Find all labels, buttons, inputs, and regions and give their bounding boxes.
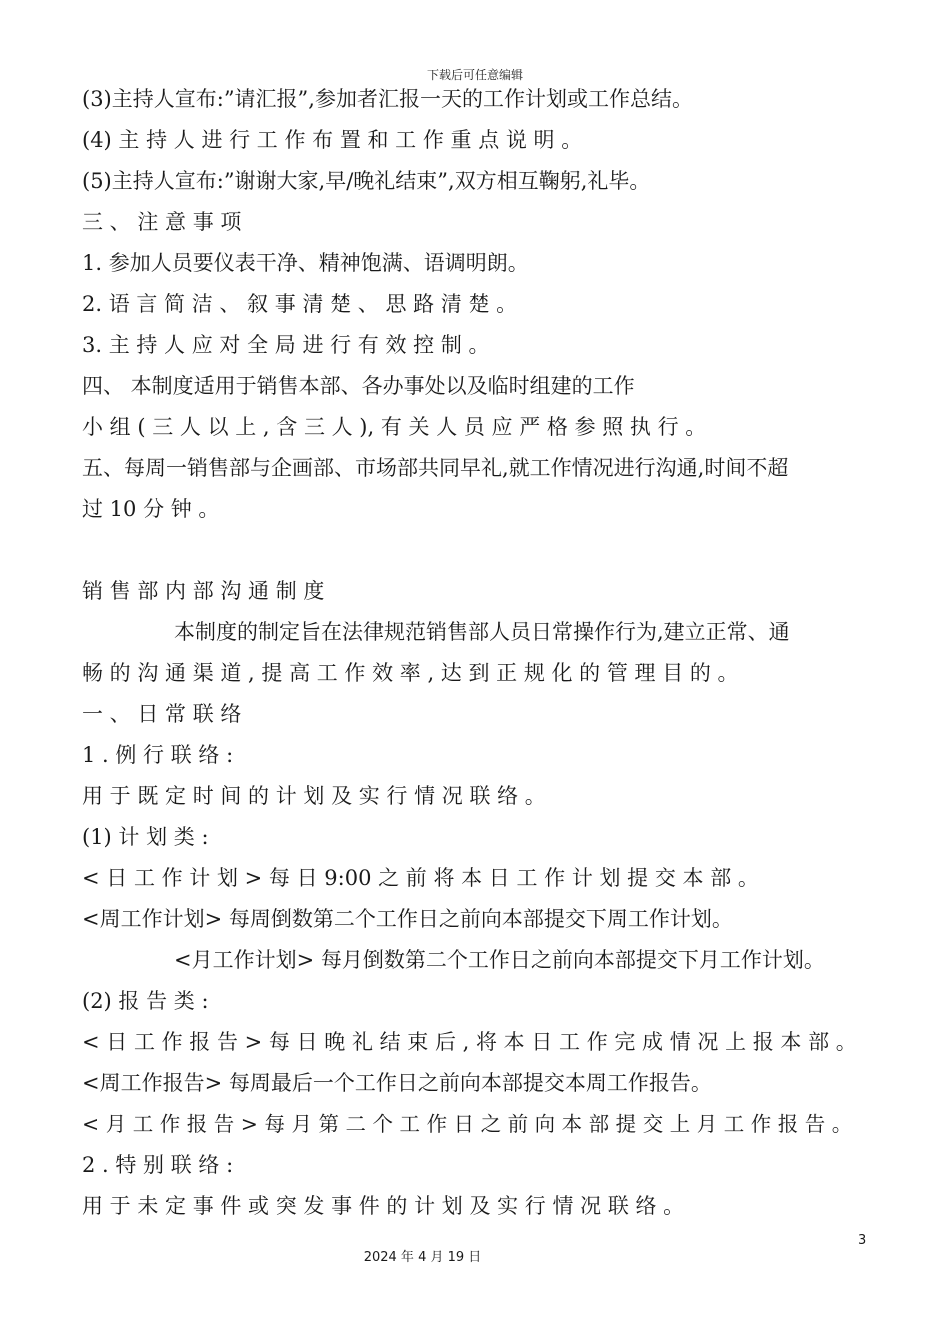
- body-line: 四、 本制度适用于销售本部、各办事处以及临时组建的工作: [82, 374, 635, 398]
- document-title: 销 售 部 内 部 沟 通 制 度: [82, 579, 325, 603]
- body-line: 用 于 既 定 时 间 的 计 划 及 实 行 情 况 联 络 。: [82, 784, 546, 808]
- page-number: 3: [858, 1233, 867, 1248]
- body-line: (4) 主 持 人 进 行 工 作 布 置 和 工 作 重 点 说 明 。: [82, 128, 583, 152]
- section-heading: 一 、 日 常 联 络: [82, 702, 242, 726]
- body-line: 小 组 ( 三 人 以 上 , 含 三 人 ), 有 关 人 员 应 严 格 参 照 执 行 。: [82, 415, 707, 439]
- body-line: 畅 的 沟 通 渠 道 , 提 高 工 作 效 率 , 达 到 正 规 化 的 管 理 目 的 。: [82, 661, 739, 685]
- sub-heading: 2 . 特 别 联 络 :: [82, 1153, 234, 1177]
- body-line: 本制度的制定旨在法律规范销售部人员日常操作行为,建立正常、通: [174, 620, 790, 644]
- section-heading: 三 、 注 意 事 项: [82, 210, 242, 234]
- body-line: < 日 工 作 计 划 > 每 日 9:00 之 前 将 本 日 工 作 计 划 提 交 本 部 。: [82, 866, 759, 890]
- body-line: (5)主持人宣布:”谢谢大家,早/晚礼结束”,双方相互鞠躬,礼毕。: [82, 169, 651, 193]
- body-line: 过 10 分 钟 。: [82, 497, 220, 521]
- page-header: 下载后可任意编辑: [426, 68, 523, 82]
- footer-date: 2024 年 4 月 19 日: [363, 1250, 482, 1265]
- body-line: 用 于 未 定 事 件 或 突 发 事 件 的 计 划 及 实 行 情 况 联 络 。: [82, 1194, 685, 1218]
- body-line: (3)主持人宣布:”请汇报”,参加者汇报一天的工作计划或工作总结。: [82, 87, 693, 111]
- body-line: 五、每周一销售部与企画部、市场部共同早礼,就工作情况进行沟通,时间不超: [82, 456, 789, 480]
- body-line: < 日 工 作 报 告 > 每 日 晚 礼 结 束 后 , 将 本 日 工 作 完 成 情 况 上 报 本 部 。: [82, 1030, 857, 1054]
- body-line: <周工作报告> 每周最后一个工作日之前向本部提交本周工作报告。: [82, 1071, 712, 1095]
- sub-heading: (2) 报 告 类 :: [82, 989, 209, 1013]
- sub-heading: (1) 计 划 类 :: [82, 825, 209, 849]
- body-line: 3. 主 持 人 应 对 全 局 进 行 有 效 控 制 。: [82, 333, 490, 357]
- body-line: 2. 语 言 简 洁 、 叙 事 清 楚 、 思 路 清 楚 。: [82, 292, 518, 316]
- sub-heading: 1 . 例 行 联 络 :: [82, 743, 234, 767]
- body-line: <周工作计划> 每周倒数第二个工作日之前向本部提交下周工作计划。: [82, 907, 733, 931]
- body-line: 1. 参加人员要仪表干净、精神饱满、语调明朗。: [82, 251, 529, 275]
- body-line: < 月 工 作 报 告 > 每 月 第 二 个 工 作 日 之 前 向 本 部 提 交 上 月 工 作 报 告 。: [82, 1112, 853, 1136]
- body-line: <月工作计划> 每月倒数第二个工作日之前向本部提交下月工作计划。: [174, 948, 825, 972]
